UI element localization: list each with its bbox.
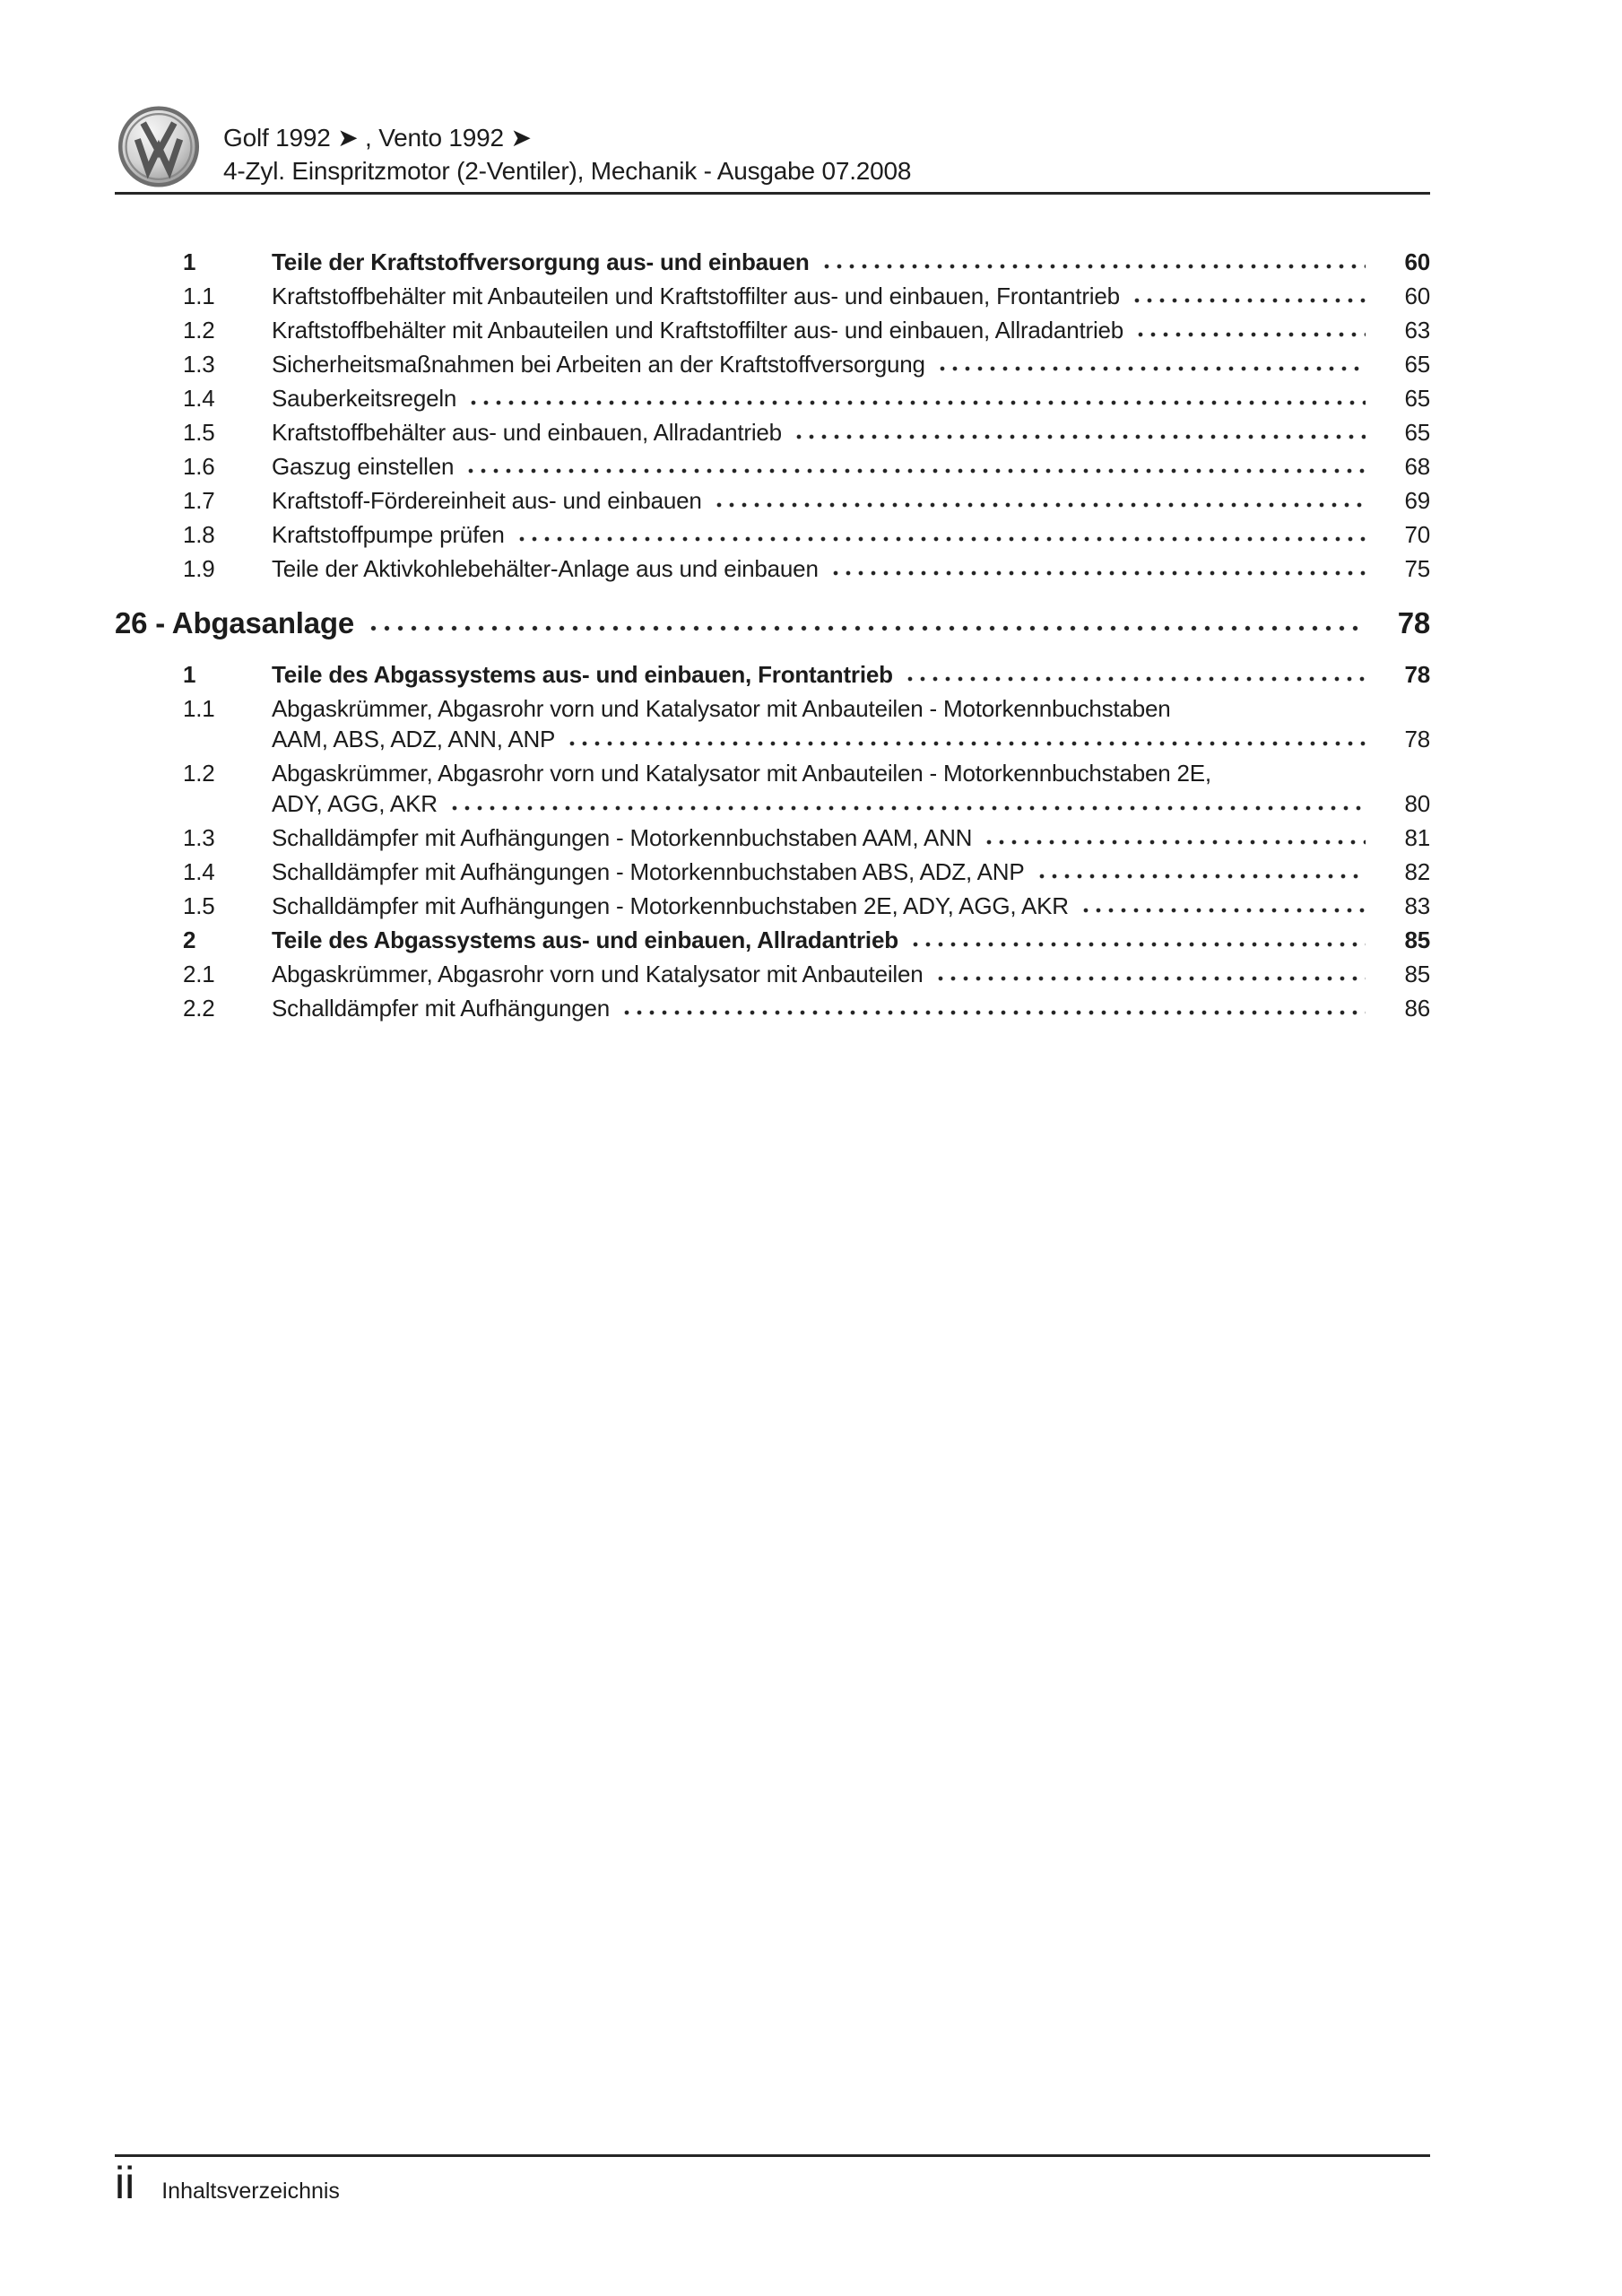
toc-entry-title: Abgaskrümmer, Abgasrohr vorn und Katalysator mit Anbauteilen - Motorkennbuchstaben 2E,	[272, 760, 1211, 787]
toc-entry-body	[272, 349, 1430, 379]
toc-entry-body	[272, 281, 1430, 311]
toc-entry-body	[272, 925, 1430, 955]
toc-entry-body	[272, 417, 1430, 448]
toc-entry-body	[272, 959, 1430, 989]
dot-leader	[1131, 281, 1366, 311]
toc-entry[interactable]	[115, 485, 1430, 516]
toc-entry-title: Teile der Kraftstoffversorgung aus- und einbauen	[272, 248, 810, 275]
dot-leader	[516, 519, 1366, 550]
header-divider	[115, 192, 1430, 195]
toc-entry-title: Sauberkeitsregeln	[272, 385, 457, 412]
toc-entry[interactable]	[115, 349, 1430, 379]
toc-entry[interactable]	[115, 417, 1430, 448]
dot-leader	[713, 485, 1366, 516]
footer-divider	[115, 2154, 1430, 2157]
toc-entry-lastline	[272, 281, 1430, 311]
page-number: ii	[115, 2158, 135, 2208]
toc-entry-title: Kraftstoffbehälter mit Anbauteilen und Kraftstoffilter aus- und einbauen, Frontantrieb	[272, 283, 1120, 309]
toc-entry-body	[272, 857, 1430, 887]
toc-entry-lastline	[272, 959, 1430, 989]
dot-leader	[1134, 315, 1366, 345]
toc-entry-number: 1.4	[183, 858, 215, 885]
toc-entry-number: 1.3	[183, 351, 215, 378]
toc-entry[interactable]	[115, 758, 1430, 819]
toc-entry-number: 2.1	[183, 961, 215, 987]
toc-entry-page: 70	[1404, 521, 1430, 548]
toc-entry[interactable]	[115, 519, 1430, 550]
dot-leader	[936, 349, 1366, 379]
toc-entry[interactable]	[115, 959, 1430, 989]
dot-leader	[793, 417, 1366, 448]
toc-entry-page: 86	[1404, 995, 1430, 1022]
toc-entry-title: Kraftstoffbehälter aus- und einbauen, Allradantrieb	[272, 419, 782, 446]
document-footer	[115, 2160, 340, 2206]
toc-entry[interactable]	[115, 822, 1430, 853]
dot-leader	[820, 247, 1366, 277]
toc-entry-lastline	[272, 451, 1430, 482]
toc-entry-lastline	[272, 553, 1430, 584]
toc-entry-lastline	[272, 659, 1430, 690]
dot-leader	[909, 925, 1366, 955]
toc-entry-number: 1	[183, 248, 196, 275]
toc-entry-title: Schalldämpfer mit Aufhängungen - Motorkennbuchstaben AAM, ANN	[272, 824, 973, 851]
toc-entry-number: 1	[183, 661, 196, 688]
toc-entry-page: 65	[1404, 419, 1430, 446]
toc-entry-body	[272, 519, 1430, 550]
toc-entry-title-continued: ADY, AGG, AKR	[272, 790, 438, 817]
toc-entry-body	[272, 693, 1430, 754]
toc-entry[interactable]	[115, 383, 1430, 413]
toc-entry-number: 1.5	[183, 892, 215, 919]
toc-entry[interactable]	[115, 451, 1430, 482]
dot-leader	[829, 553, 1366, 584]
toc-entry[interactable]	[115, 281, 1430, 311]
toc-entry-page: 78	[1404, 726, 1430, 752]
toc-entry-page: 78	[1404, 661, 1430, 688]
toc-entry-page: 65	[1404, 351, 1430, 378]
toc-entry-title: Teile des Abgassystems aus- und einbauen, Allradantrieb	[272, 926, 898, 953]
header-text-block	[223, 104, 911, 187]
toc-entry-lastline	[272, 485, 1430, 516]
toc-entry[interactable]	[115, 891, 1430, 921]
toc-entry-body	[272, 993, 1430, 1023]
toc-entry-page: 63	[1404, 317, 1430, 344]
toc-entry-body	[272, 485, 1430, 516]
toc-entry-title: Schalldämpfer mit Aufhängungen	[272, 995, 611, 1022]
toc-entry-number: 1.2	[183, 317, 215, 344]
toc-chapter-label: 26 - Abgasanlage	[115, 606, 355, 639]
toc-chapter-heading[interactable]	[115, 605, 1430, 641]
toc-entry-title: Kraftstoffpumpe prüfen	[272, 521, 505, 548]
toc-entry-page: 85	[1404, 961, 1430, 987]
dot-leader	[934, 959, 1366, 989]
toc-entry-number: 1.8	[183, 521, 215, 548]
toc-entry[interactable]	[115, 925, 1430, 955]
toc-entry-page: 81	[1404, 824, 1430, 851]
header-edition-line: 4-Zyl. Einspritzmotor (2-Ventiler), Mechanik - Ausgabe 07.2008	[223, 157, 912, 185]
toc-entry-body	[272, 383, 1430, 413]
toc-entry-number: 1.1	[183, 695, 215, 722]
dot-leader	[464, 451, 1366, 482]
toc-entry-page: 75	[1404, 555, 1430, 582]
toc-chapter-page: 78	[1397, 606, 1430, 639]
toc-entry-page: 80	[1404, 790, 1430, 817]
toc-entry-page: 68	[1404, 453, 1430, 480]
toc-entry[interactable]	[115, 693, 1430, 754]
dot-leader	[904, 659, 1366, 690]
toc-entry[interactable]	[115, 247, 1430, 277]
toc-entry-lastline	[272, 993, 1430, 1023]
dot-leader	[367, 605, 1364, 641]
toc-entry-number: 1.1	[183, 283, 215, 309]
vw-logo-icon	[115, 106, 203, 187]
toc-entry-page: 83	[1404, 892, 1430, 919]
toc-entry-number: 1.9	[183, 555, 215, 582]
toc-entry-title: Teile des Abgassystems aus- und einbauen, Frontantrieb	[272, 661, 893, 688]
toc-entry-body	[272, 659, 1430, 690]
toc-entry-title: Schalldämpfer mit Aufhängungen - Motorkennbuchstaben ABS, ADZ, ANP	[272, 858, 1025, 885]
dot-leader	[1036, 857, 1366, 887]
toc-entry-lastline	[272, 519, 1430, 550]
toc-entry-page: 60	[1404, 248, 1430, 275]
toc-entry[interactable]	[115, 315, 1430, 345]
toc-entry-body	[272, 891, 1430, 921]
toc-entry-body	[272, 315, 1430, 345]
toc-entry-lastline	[272, 891, 1430, 921]
toc-entry-page: 65	[1404, 385, 1430, 412]
toc-entry-lastline	[272, 788, 1430, 819]
dot-leader	[566, 724, 1366, 754]
document-header	[115, 104, 911, 187]
toc-entry-lastline	[272, 247, 1430, 277]
toc-entry-number: 2.2	[183, 995, 215, 1022]
toc-entry[interactable]	[115, 993, 1430, 1023]
toc-entry-lastline	[272, 925, 1430, 955]
toc-entry-number: 1.7	[183, 487, 215, 514]
toc-entry-page: 60	[1404, 283, 1430, 309]
toc-entry-lastline	[272, 724, 1430, 754]
toc-entry-body	[272, 451, 1430, 482]
header-model-line: Golf 1992 ➤ , Vento 1992 ➤	[223, 124, 532, 152]
toc-entry-body	[272, 247, 1430, 277]
dot-leader	[1080, 891, 1366, 921]
toc-entry-lastline	[272, 822, 1430, 853]
toc-entry-title: Sicherheitsmaßnahmen bei Arbeiten an der Kraftstoffversorgung	[272, 351, 925, 378]
toc-entry-title: Teile der Aktivkohlebehälter-Anlage aus und einbauen	[272, 555, 819, 582]
toc-entry-page: 69	[1404, 487, 1430, 514]
toc-entry-lastline	[272, 383, 1430, 413]
toc-entry-body	[272, 758, 1430, 819]
toc-entry-number: 2	[183, 926, 196, 953]
toc-entry-title: Gaszug einstellen	[272, 453, 455, 480]
toc-entry-title-continued: AAM, ABS, ADZ, ANN, ANP	[272, 726, 556, 752]
toc-entry[interactable]	[115, 659, 1430, 690]
toc-entry[interactable]	[115, 857, 1430, 887]
toc-entry[interactable]	[115, 553, 1430, 584]
dot-leader	[448, 788, 1366, 819]
toc-entry-number: 1.4	[183, 385, 215, 412]
footer-label: Inhaltsverzeichnis	[161, 2179, 340, 2204]
toc-entry-body	[272, 822, 1430, 853]
toc-entry-title: Abgaskrümmer, Abgasrohr vorn und Katalysator mit Anbauteilen - Motorkennbuchstaben	[272, 695, 1171, 722]
toc-entry-page: 82	[1404, 858, 1430, 885]
toc-entry-number: 1.2	[183, 760, 215, 787]
dot-leader	[983, 822, 1366, 853]
toc-entry-number: 1.3	[183, 824, 215, 851]
dot-leader	[467, 383, 1366, 413]
toc-entry-lastline	[272, 349, 1430, 379]
toc-entry-lastline	[272, 315, 1430, 345]
dot-leader	[620, 993, 1366, 1023]
toc-entry-lastline	[272, 857, 1430, 887]
toc-entry-title: Schalldämpfer mit Aufhängungen - Motorkennbuchstaben 2E, ADY, AGG, AKR	[272, 892, 1069, 919]
toc-list	[115, 244, 1430, 1027]
toc-entry-number: 1.6	[183, 453, 215, 480]
toc-entry-lastline	[272, 417, 1430, 448]
toc-entry-page: 85	[1404, 926, 1430, 953]
toc-entry-body	[272, 553, 1430, 584]
toc-entry-title: Kraftstoffbehälter mit Anbauteilen und Kraftstoffilter aus- und einbauen, Allradantrieb	[272, 317, 1124, 344]
toc-entry-number: 1.5	[183, 419, 215, 446]
toc-entry-title: Kraftstoff-Fördereinheit aus- und einbauen	[272, 487, 702, 514]
toc-entry-title: Abgaskrümmer, Abgasrohr vorn und Katalysator mit Anbauteilen	[272, 961, 924, 987]
